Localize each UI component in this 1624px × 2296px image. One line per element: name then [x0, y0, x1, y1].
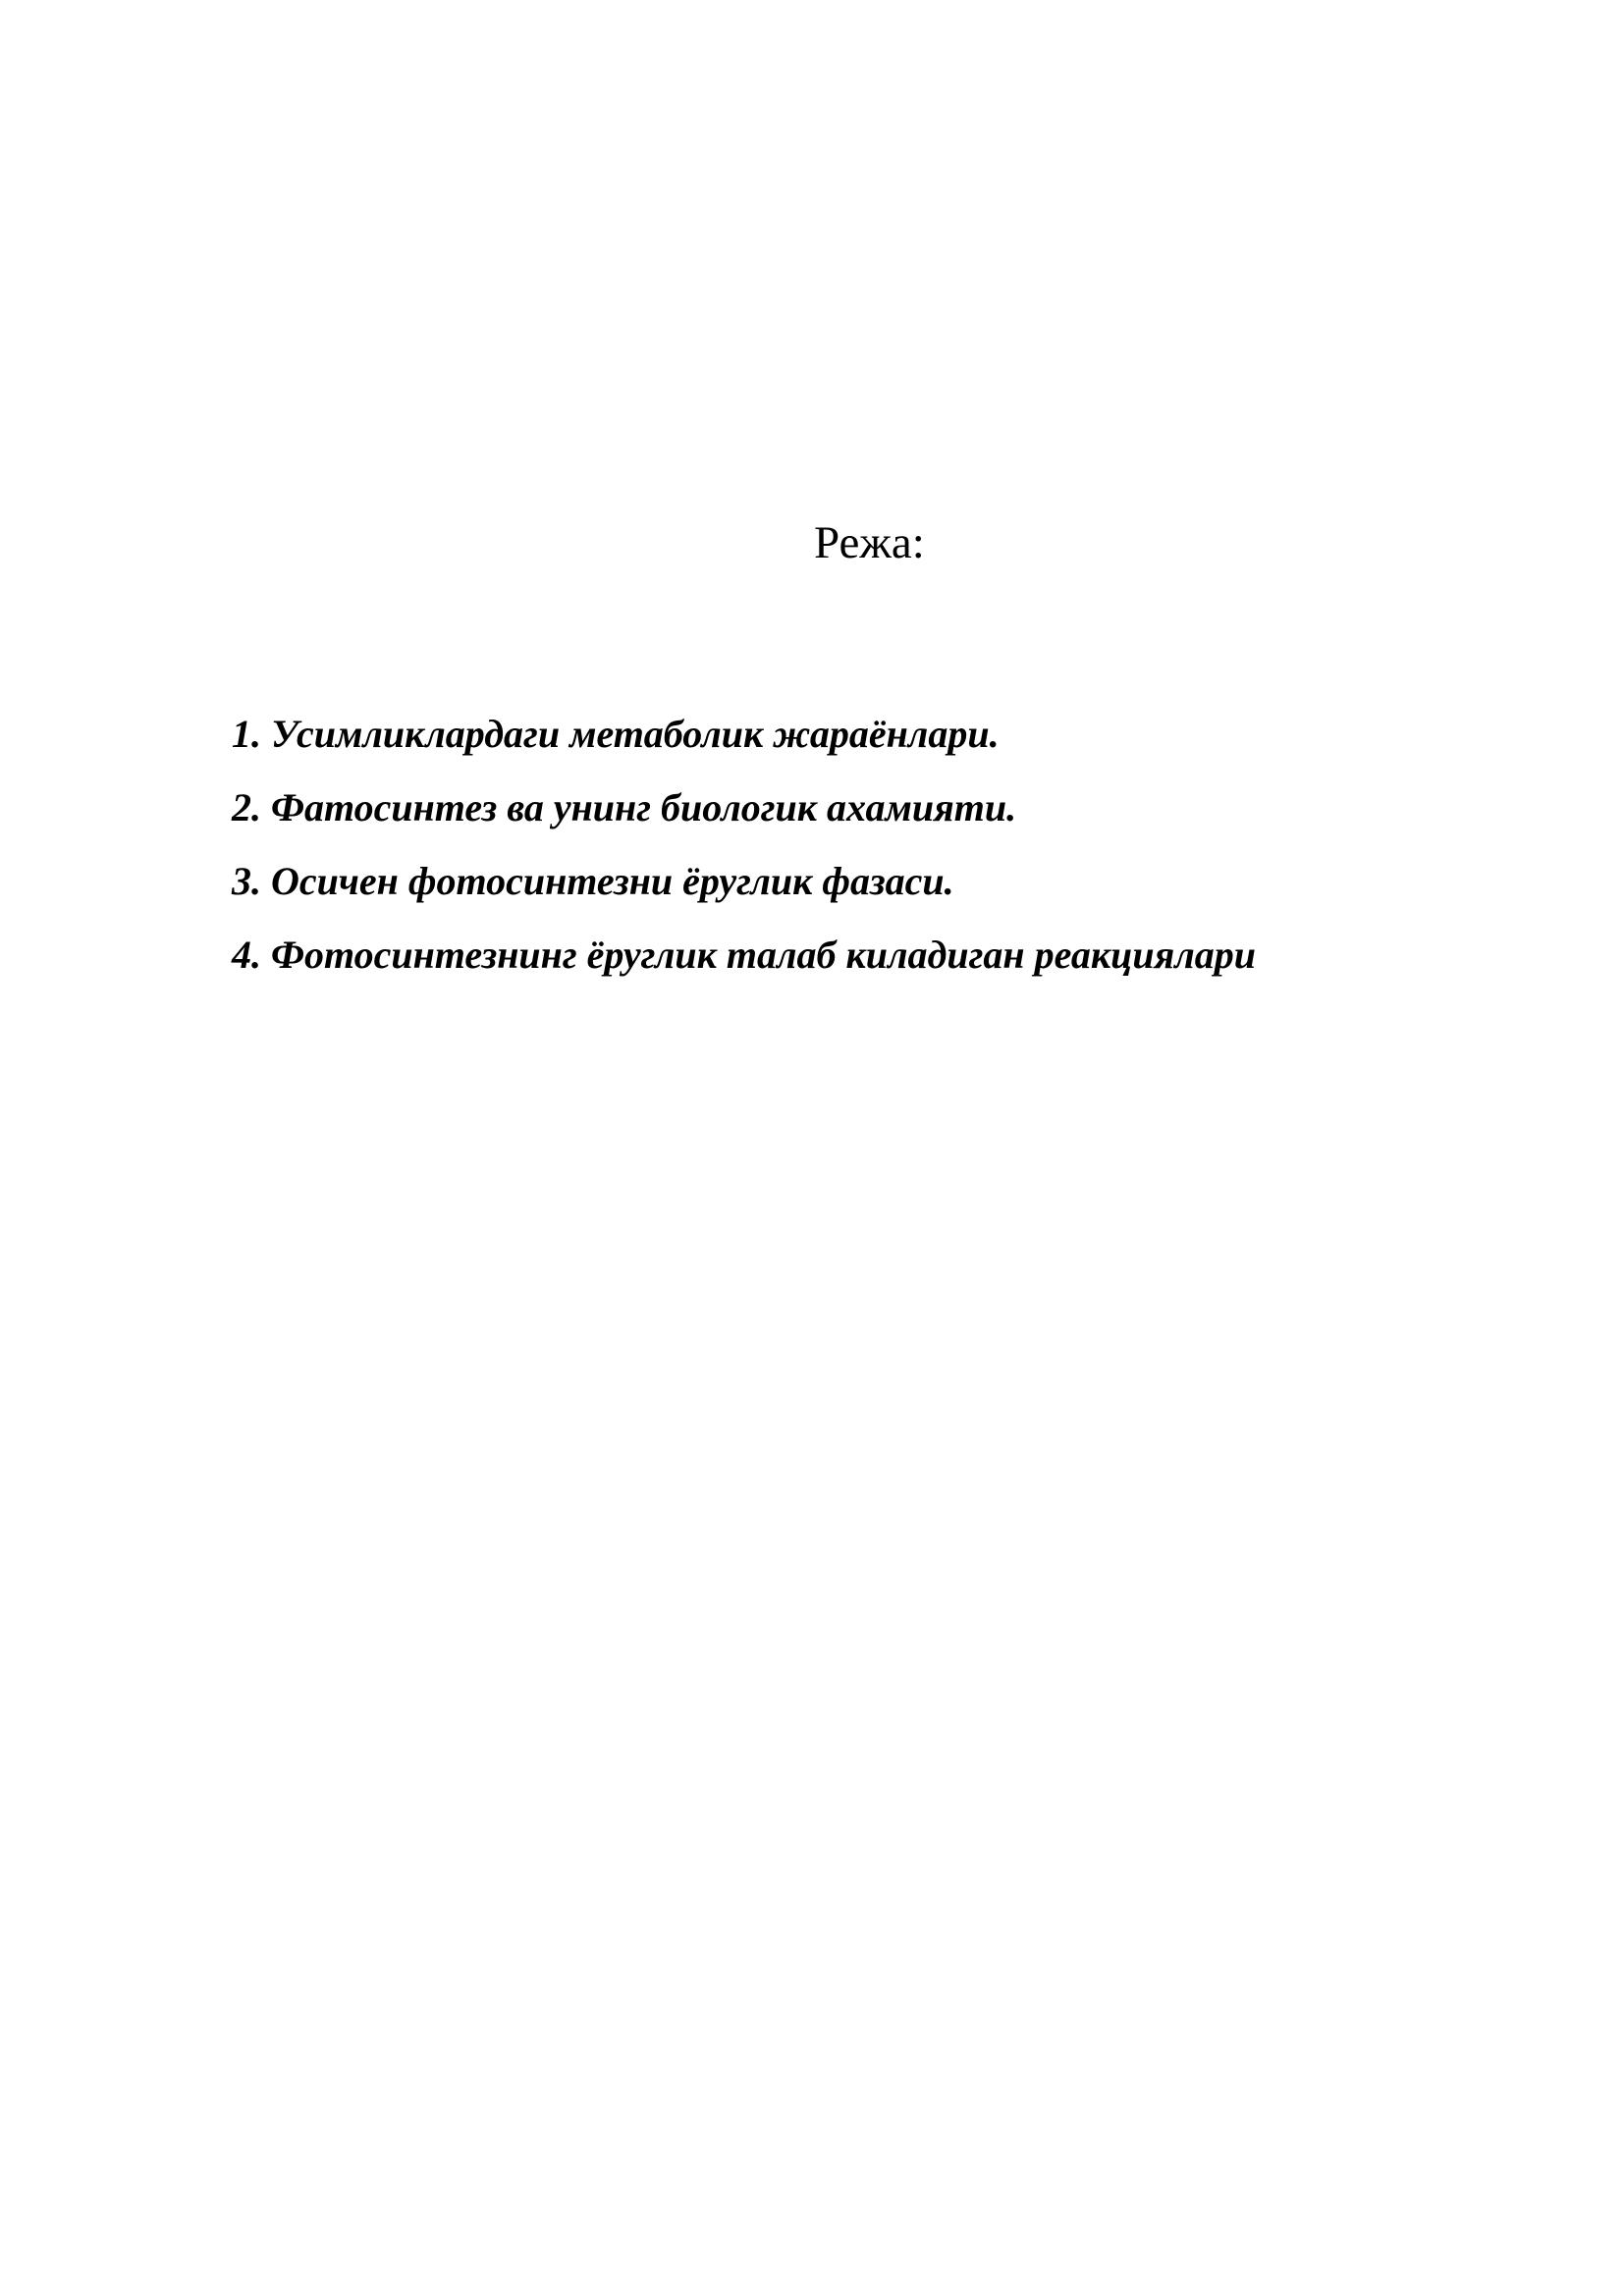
- plan-heading: Режа:: [814, 517, 925, 568]
- plan-item: 2. Фатосинтез ва унинг биологик ахамияти.: [232, 785, 1017, 829]
- plan-item: 1. Усимликлардаги метаболик жараёнлари.: [232, 712, 1000, 756]
- plan-item: 3. Осичен фотосинтезни ёруглик фазаси.: [232, 859, 954, 903]
- plan-item: 4. Фотосинтезнинг ёруглик талаб киладиган реакциялари: [232, 933, 1256, 977]
- plan-list: [232, 697, 1256, 991]
